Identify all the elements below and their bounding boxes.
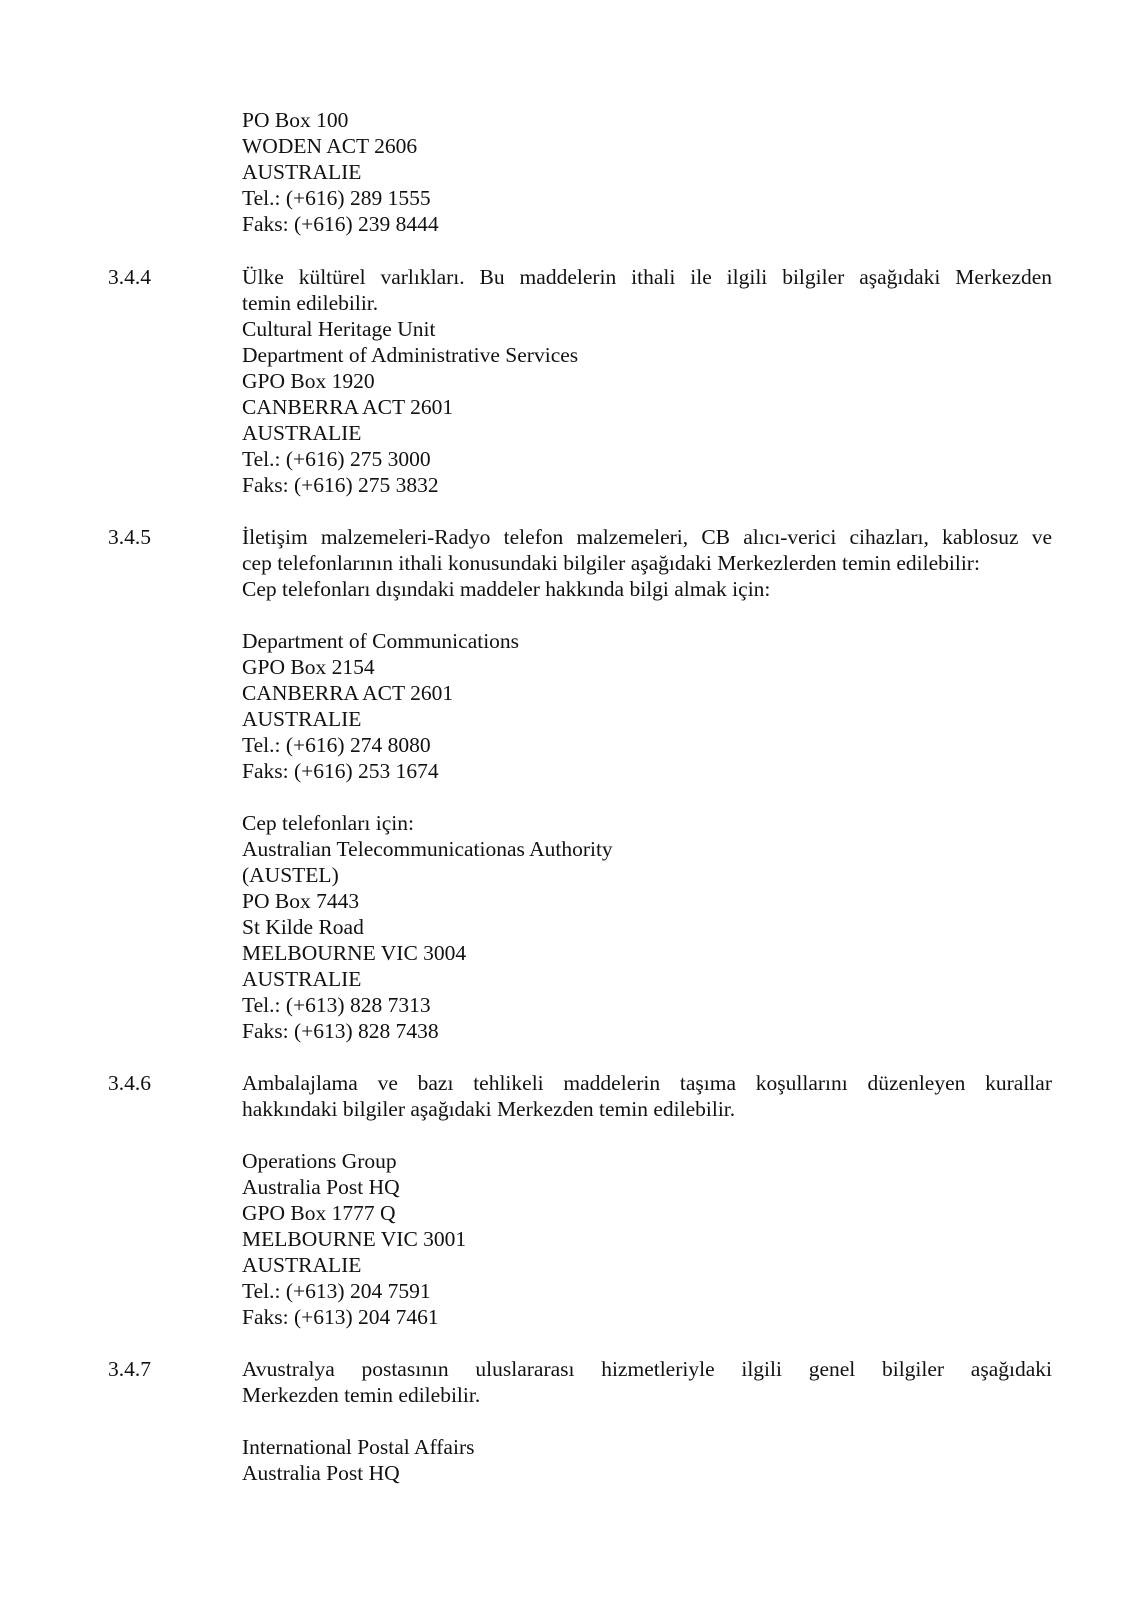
address-line: Australian Telecommunicationas Authority — [242, 837, 613, 861]
address-line: Tel.: (+616) 289 1555 — [242, 186, 431, 210]
address-line: Tel.: (+613) 204 7591 — [242, 1279, 431, 1303]
address-line: Tel.: (+616) 275 3000 — [242, 447, 431, 471]
address-line: Operations Group — [242, 1149, 397, 1173]
paragraph-line: Ülke kültürel varlıkları. Bu maddelerin ithali ile ilgili bilgiler aşağıdaki Merkezden — [242, 265, 1052, 289]
address-line: GPO Box 1920 — [242, 369, 375, 393]
address-line: AUSTRALIE — [242, 967, 362, 991]
address-line: GPO Box 1777 Q — [242, 1201, 396, 1225]
paragraph-line: Ambalajlama ve bazı tehlikeli maddelerin taşıma koşullarını düzenleyen kurallar — [242, 1071, 1052, 1095]
address-line: Faks: (+613) 828 7438 — [242, 1019, 439, 1043]
section-number: 3.4.5 — [108, 525, 151, 549]
address-line: AUSTRALIE — [242, 421, 362, 445]
address-line: CANBERRA ACT 2601 — [242, 681, 454, 705]
paragraph-line: temin edilebilir. — [242, 291, 379, 315]
address-line: Faks: (+613) 204 7461 — [242, 1305, 439, 1329]
section-number: 3.4.6 — [108, 1071, 151, 1095]
paragraph-line: hakkındaki bilgiler aşağıdaki Merkezden temin edilebilir. — [242, 1097, 736, 1121]
address-line: AUSTRALIE — [242, 160, 362, 184]
address-line: PO Box 7443 — [242, 889, 360, 913]
address-line: Australia Post HQ — [242, 1175, 400, 1199]
address-line: Australia Post HQ — [242, 1461, 400, 1485]
paragraph-line: cep telefonlarının ithali konusundaki bilgiler aşağıdaki Merkezlerden temin edilebilir: — [242, 551, 980, 575]
address-line: MELBOURNE VIC 3004 — [242, 941, 467, 965]
paragraph-line: Merkezden temin edilebilir. — [242, 1383, 481, 1407]
address-line: AUSTRALIE — [242, 1253, 362, 1277]
paragraph-line: Cep telefonları dışındaki maddeler hakkında bilgi almak için: — [242, 577, 771, 601]
address-line: PO Box 100 — [242, 108, 349, 132]
address-line: Faks: (+616) 275 3832 — [242, 473, 439, 497]
paragraph-line: İletişim malzemeleri-Radyo telefon malzemeleri, CB alıcı-verici cihazları, kablosuz ve — [242, 525, 1052, 549]
address-line: Tel.: (+613) 828 7313 — [242, 993, 431, 1017]
section-number: 3.4.7 — [108, 1357, 151, 1381]
address-line: Faks: (+616) 253 1674 — [242, 759, 439, 783]
address-line: GPO Box 2154 — [242, 655, 375, 679]
address-line: Cultural Heritage Unit — [242, 317, 436, 341]
address-line: MELBOURNE VIC 3001 — [242, 1227, 467, 1251]
address-line: Faks: (+616) 239 8444 — [242, 212, 439, 236]
address-intro: Cep telefonları için: — [242, 811, 414, 835]
address-line: Tel.: (+616) 274 8080 — [242, 733, 431, 757]
address-line: International Postal Affairs — [242, 1435, 475, 1459]
address-line: CANBERRA ACT 2601 — [242, 395, 454, 419]
paragraph-line: Avustralya postasının uluslararası hizmetleriyle ilgili genel bilgiler aşağıdaki — [242, 1357, 1052, 1381]
address-line: Department of Communications — [242, 629, 520, 653]
address-line: (AUSTEL) — [242, 863, 339, 887]
address-line: WODEN ACT 2606 — [242, 134, 418, 158]
address-line: St Kilde Road — [242, 915, 364, 939]
address-line: AUSTRALIE — [242, 707, 362, 731]
address-line: Department of Administrative Services — [242, 343, 579, 367]
section-number: 3.4.4 — [108, 265, 151, 289]
